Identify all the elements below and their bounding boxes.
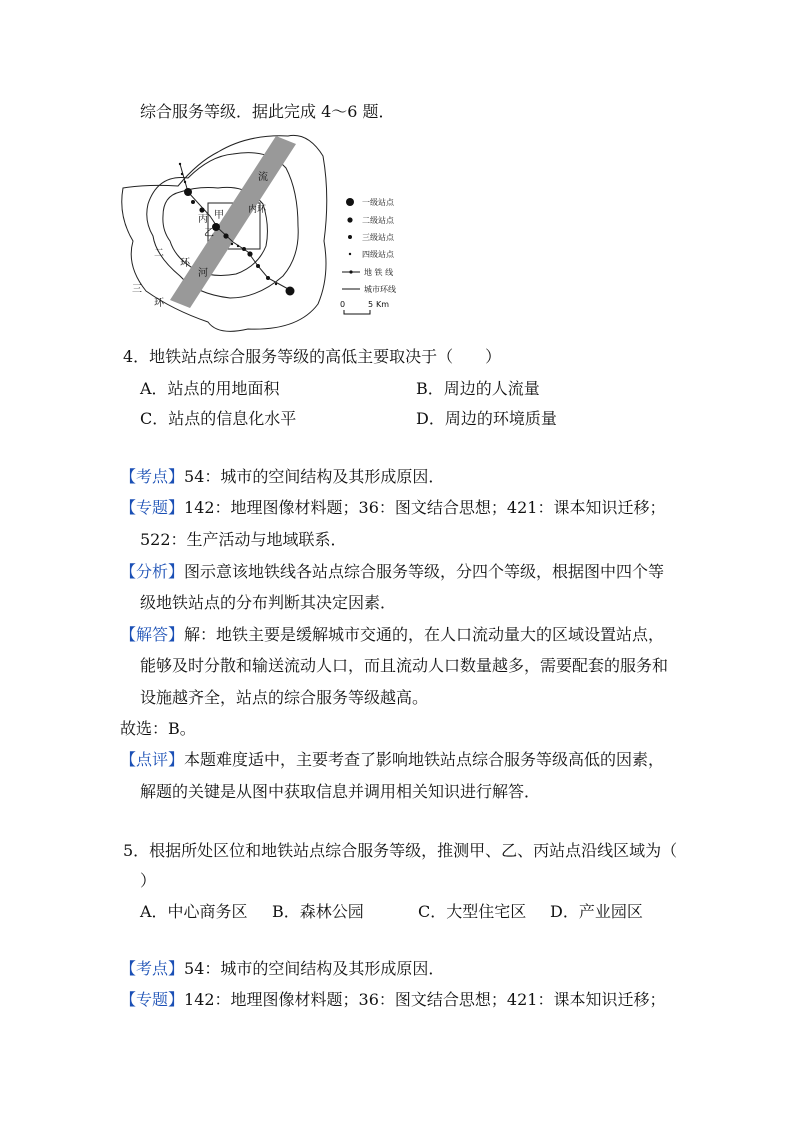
station-level-4 <box>275 283 277 285</box>
station-level-3 <box>242 247 246 251</box>
scale-unit: Km <box>376 300 390 309</box>
q5-option-a: A．中心商务区 <box>140 902 248 921</box>
legend-level2-symbol <box>347 217 352 222</box>
station-level-4 <box>184 181 186 183</box>
map-legend <box>340 197 396 314</box>
q5-option-c: C．大型住宅区 <box>418 902 527 921</box>
a4-jieda-cont2: 设施越齐全，站点的综合服务等级越高。 <box>140 688 429 707</box>
legend-subway-label: 地 铁 线 <box>364 268 394 277</box>
q4-stem: 4．地铁站点综合服务等级的高低主要取决于（ ） <box>123 347 502 366</box>
tag-fenxi: 【分析】 <box>120 562 185 581</box>
tag-zhuanti: 【专题】 <box>120 498 185 517</box>
river <box>170 136 296 308</box>
legend-level3-label: 三级站点 <box>362 233 394 242</box>
label-jia: 甲 <box>214 210 224 221</box>
a4-dianping: 【点评】本题难度适中，主要考查了影响地铁站点综合服务等级高低的因素， <box>120 750 665 769</box>
a4-zhuanti: 【专题】142：地理图像材料题；36：图文结合思想；421：课本知识迁移； <box>120 498 666 517</box>
a4-kaodian: 【考点】54：城市的空间结构及其形成原因． <box>120 467 445 486</box>
a5-zhuanti: 【专题】142：地理图像材料题；36：图文结合思想；421：课本知识迁移； <box>120 990 666 1009</box>
scale-zero: 0 <box>340 300 346 309</box>
a4-fenxi: 【分析】图示意该地铁线各站点综合服务等级，分四个等级，根据图中四个等 <box>120 562 665 581</box>
label-yi: 乙 <box>204 228 214 239</box>
a4-jieda: 【解答】解：地铁主要是缓解城市交通的，在人口流动量大的区域设置站点， <box>120 625 665 644</box>
station-level-3 <box>266 276 270 280</box>
legend-level4-label: 四级站点 <box>362 250 394 259</box>
legend-level4-symbol <box>349 253 351 255</box>
label-second-ring-1: 二 <box>154 248 164 259</box>
tag-jieda: 【解答】 <box>120 625 185 644</box>
station-level-2 <box>247 251 252 256</box>
label-bing: 丙 <box>198 214 208 225</box>
q4-option-c: C．站点的信息化水平 <box>140 409 297 428</box>
tag-kaodian: 【考点】 <box>120 467 185 486</box>
station-level-4 <box>179 163 181 165</box>
q5-option-b: B．森林公园 <box>272 902 364 921</box>
station-level-1 <box>286 287 295 296</box>
tag-dianping: 【点评】 <box>120 750 185 769</box>
station-level-2 <box>199 207 204 212</box>
a4-answer: 故选：B。 <box>120 719 196 738</box>
station-level-2 <box>223 233 228 238</box>
intro-text: 综合服务等级．据此完成 4～6 题． <box>140 102 395 121</box>
q5-stem: 5．根据所处区位和地铁站点综合服务等级，推测甲、乙、丙站点沿线区域为（ <box>123 841 678 860</box>
label-second-ring-3: 河 <box>198 268 208 279</box>
tag-kaodian-2: 【考点】 <box>120 959 185 978</box>
scale-bar <box>344 310 370 314</box>
a5-kaodian: 【考点】54：城市的空间结构及其形成原因． <box>120 959 445 978</box>
subway-map-figure <box>118 126 418 332</box>
q4-option-a: A．站点的用地面积 <box>140 379 280 398</box>
legend-level1-symbol <box>346 198 354 206</box>
scale-five: 5 <box>368 300 374 309</box>
label-third-ring-1: 三 <box>132 284 142 295</box>
q5-stem-cont: ） <box>140 871 157 890</box>
legend-level2-label: 二级站点 <box>362 216 394 225</box>
station-level-3 <box>256 264 260 268</box>
station-level-4 <box>181 173 183 175</box>
a4-jieda-cont1: 能够及时分散和输送流动人口，而且流动人口数量越多，需要配套的服务和 <box>140 656 669 675</box>
legend-ring-label: 城市环线 <box>364 285 396 294</box>
station-level-4 <box>237 245 239 247</box>
a4-dianping-cont: 解题的关键是从图中获取信息并调用相关知识进行解答． <box>140 782 541 801</box>
a4-fenxi-cont: 级地铁站点的分布判断其决定因素． <box>140 593 397 612</box>
label-third-ring-2: 环 <box>154 298 164 309</box>
q5-option-d: D．产业园区 <box>550 902 643 921</box>
station-level-4 <box>231 243 233 245</box>
legend-level3-symbol <box>348 235 352 239</box>
a4-zhuanti-cont: 522：生产活动与地域联系． <box>140 530 347 549</box>
station-level-1 <box>184 188 192 196</box>
q4-option-d: D．周边的环境质量 <box>416 409 557 428</box>
legend-level1-label: 一级站点 <box>362 198 394 207</box>
label-inner-ring: 内环 <box>248 205 267 215</box>
label-second-ring-2: 环 <box>180 258 190 269</box>
tag-zhuanti-2: 【专题】 <box>120 990 185 1009</box>
q4-option-b: B．周边的人流量 <box>416 379 540 398</box>
station-level-3 <box>191 200 195 204</box>
label-river: 流 <box>258 172 268 183</box>
